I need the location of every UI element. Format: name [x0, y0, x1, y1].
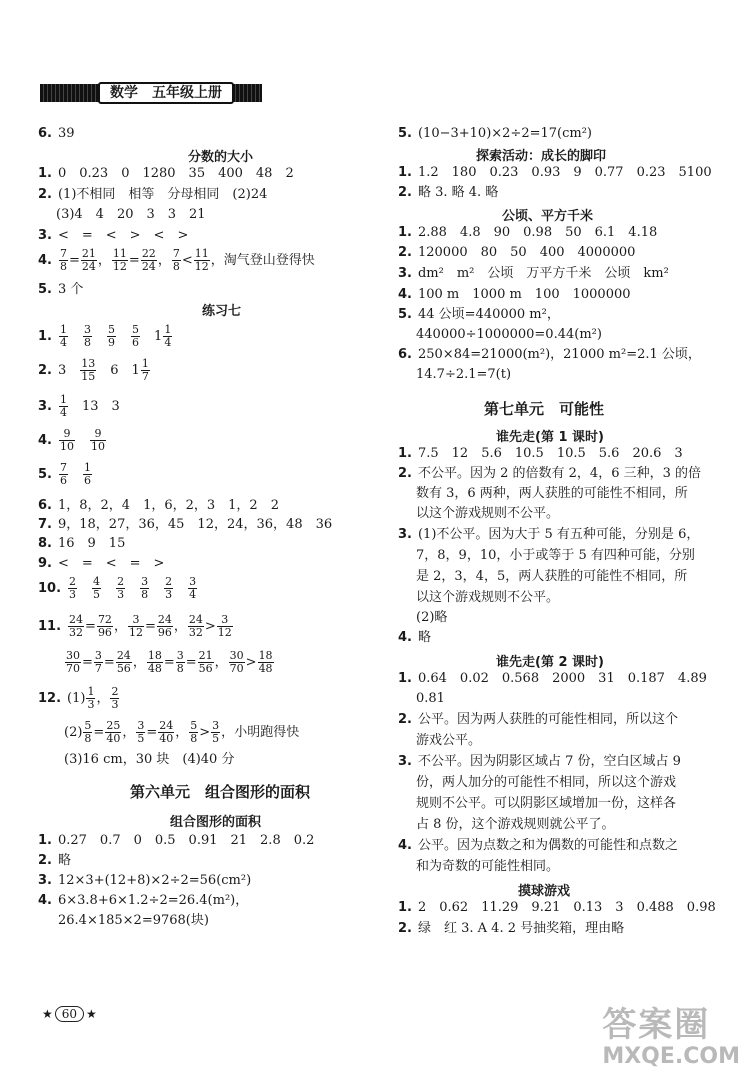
answer-line: 3. 不公平。因为阴影区域占 7 份，空白区域占 9: [398, 754, 681, 769]
answer-line: 1. $\frac{1}{4}$ $\frac{3}{8}$ $\frac{5}{9}$ $\frac{5}{6}$ 1 $\frac{1}{4}$: [38, 323, 172, 349]
answer-line: 9. < = < = >: [38, 556, 165, 571]
answer-line: 1. 2.88 4.8 90 0.98 50 6.1 4.18: [398, 225, 658, 240]
book-header: [40, 82, 262, 104]
section-title: 谁先走(第 2 课时): [496, 655, 604, 670]
answer-line: 5. $\frac{7}{6}$ $\frac{1}{6}$: [38, 461, 91, 487]
answer-line: 2. 3 $\frac{13}{15}$ 6 1 $\frac{1}{7}$: [38, 357, 149, 383]
answer-line: 2. 略: [38, 853, 71, 868]
answer-line: 和为奇数的可能性相同。: [416, 859, 560, 874]
watermark-url: MXQE.COM: [602, 1044, 740, 1069]
answer-line: 4. 略: [398, 630, 431, 645]
section-title: 组合图形的面积: [170, 815, 262, 830]
page-number-label: 60: [55, 1006, 84, 1022]
answer-line: 3. < = < > < >: [38, 228, 189, 243]
answer-line: (3)4 4 20 3 3 21: [56, 207, 206, 222]
answer-line: (3)16 cm，30 块 (4)40 分: [64, 752, 235, 767]
watermark-logo: 答案圈: [602, 1005, 711, 1045]
answer-line: 4. 100 m 1000 m 100 1000000: [398, 287, 631, 302]
watermark: [602, 1006, 740, 1070]
header-label: 数学 五年级上册: [98, 82, 234, 104]
answer-line: 份，两人加分的可能性不相同，所以这个游戏: [416, 775, 677, 790]
answer-line: 2. 略 3. 略 4. 略: [398, 185, 499, 200]
answer-line: 7，8，9，10，小于或等于 5 有四种可能，分别: [416, 548, 695, 563]
answer-line: 5. 44 公顷=440000 m²，: [398, 307, 560, 322]
section-title: 分数的大小: [188, 150, 254, 165]
answer-line: (2) $\frac{5}{8}$ = $\frac{25}{40}$ ， $\frac{3}{5}$ = $\frac{24}{40}$ ， $\frac{5}{8}$ > $\frac{3}{5}$ ，小明跑得快: [64, 719, 300, 745]
section-title: 练习七: [202, 304, 242, 319]
answer-line: 3. (1)不公平。因为大于 5 有五种可能，分别是 6，: [398, 527, 700, 542]
answer-line: 以这个游戏规则不公平。: [416, 590, 560, 605]
answer-line: 11. $\frac{24}{32}$ = $\frac{72}{96}$ ， $\frac{3}{12}$ = $\frac{24}{96}$ ， $\frac{24}{32}$ > $\frac{3}{12}$: [38, 613, 232, 639]
answer-line: 2. 绿 红 3. A 4. 2 号抽奖箱，理由略: [398, 921, 625, 936]
answer-line: 1. 0.64 0.02 0.568 2000 31 0.187 4.89: [398, 671, 707, 686]
answer-line: 12. (1) $\frac{1}{3}$ ， $\frac{2}{3}$: [38, 685, 119, 711]
answer-line: 5. (10−3+10)×2÷2=17(cm²): [398, 126, 592, 141]
answer-line: 4. 公平。因为点数之和为偶数的可能性和点数之: [398, 838, 678, 853]
answer-line: 占 8 份，这个游戏规则就公平了。: [416, 817, 615, 832]
unit-title: 第七单元 可能性: [484, 400, 605, 418]
answer-line: $\frac{30}{70}$ = $\frac{3}{7}$ = $\frac{24}{56}$ ， $\frac{18}{48}$ = $\frac{3}{8}$ = $\frac{21}{56}$ ， $\frac{30}{70}$ > $\frac{18}{48}$: [66, 649, 273, 675]
answer-line: 数有 3，6 两种，两人获胜的可能性不相同，所: [416, 486, 688, 501]
answer-line: 4. $\frac{7}{8}$ = $\frac{21}{24}$ ， $\frac{11}{12}$ = $\frac{22}{24}$ ， $\frac{7}{8}$ < $\frac{11}{12}$ ，淘气登山登得快: [38, 247, 315, 273]
answer-line: 4. 6×3.8+6×1.2÷2=26.4(m²)，: [38, 893, 249, 908]
answer-line: 26.4×185×2=9768(块): [58, 913, 209, 928]
answer-line: 6. 250×84=21000(m²)，21000 m²=2.1 公顷，: [398, 347, 701, 362]
answer-line: 6. 39: [38, 126, 75, 141]
star-icon: ★: [42, 1007, 53, 1021]
answer-line: 7. 9，18，27，36，45 12，24，36，48 36: [38, 517, 333, 532]
answer-line: 440000÷1000000=0.44(m²): [416, 327, 602, 342]
answer-line: 2. (1)不相同 相等 分母相同 (2)24: [38, 187, 268, 202]
answer-line: 8. 16 9 15: [38, 536, 126, 551]
page-number: [42, 1006, 97, 1022]
answer-line: 3. 12×3+(12+8)×2÷2=56(cm²): [38, 873, 252, 888]
answer-line: 1. 1.2 180 0.23 0.93 9 0.77 0.23 5100: [398, 165, 712, 180]
answer-line: 10. $\frac{2}{3}$ $\frac{4}{5}$ $\frac{2}{3}$ $\frac{3}{8}$ $\frac{2}{3}$ $\frac{3}{4}$: [38, 575, 197, 601]
answer-line: 以这个游戏规则不公平。: [416, 506, 560, 521]
answer-line: 是 2，3，4，5，两人获胜的可能性不相同，所: [416, 569, 688, 584]
section-title: 摸球游戏: [518, 884, 571, 899]
answer-line: 0.81: [416, 691, 445, 706]
section-title: 谁先走(第 1 课时): [496, 430, 604, 445]
answer-line: 2. 不公平。因为 2 的倍数有 2，4，6 三种，3 的倍: [398, 466, 702, 481]
section-title: 探索活动：成长的脚印: [476, 149, 607, 164]
answer-line: 游戏公平。: [416, 733, 482, 748]
answer-line: 14.7÷2.1=7(t): [416, 367, 512, 382]
answer-line: 1. 0.27 0.7 0 0.5 0.91 21 2.8 0.2: [38, 833, 315, 848]
answer-line: 3. dm² m² 公顷 万平方千米 公顷 km²: [398, 266, 669, 281]
answer-line: 1. 0 0.23 0 1280 35 400 48 2: [38, 166, 294, 181]
answer-line: 4. $\frac{9}{10}$ $\frac{9}{10}$: [38, 427, 105, 453]
unit-title: 第六单元 组合图形的面积: [130, 783, 311, 801]
answer-line: (2)略: [416, 610, 448, 625]
answer-line: 5. 3 个: [38, 282, 84, 297]
answer-line: 2. 公平。因为两人获胜的可能性相同，所以这个: [398, 712, 678, 727]
answer-line: 1. 7.5 12 5.6 10.5 10.5 5.6 20.6 3: [398, 446, 683, 461]
answer-line: 规则不公平。可以阴影区域增加一份，这样各: [416, 796, 677, 811]
answer-line: 3. $\frac{1}{4}$ 13 3: [38, 393, 120, 419]
star-icon: ★: [86, 1007, 97, 1021]
answer-line: 6. 1，8，2，4 1，6，2，3 1，2 2: [38, 498, 279, 513]
section-title: 公顷、平方千米: [502, 209, 594, 224]
answer-line: 1. 2 0.62 11.29 9.21 0.13 3 0.488 0.98: [398, 900, 716, 915]
answer-line: 2. 120000 80 50 400 4000000: [398, 245, 636, 260]
